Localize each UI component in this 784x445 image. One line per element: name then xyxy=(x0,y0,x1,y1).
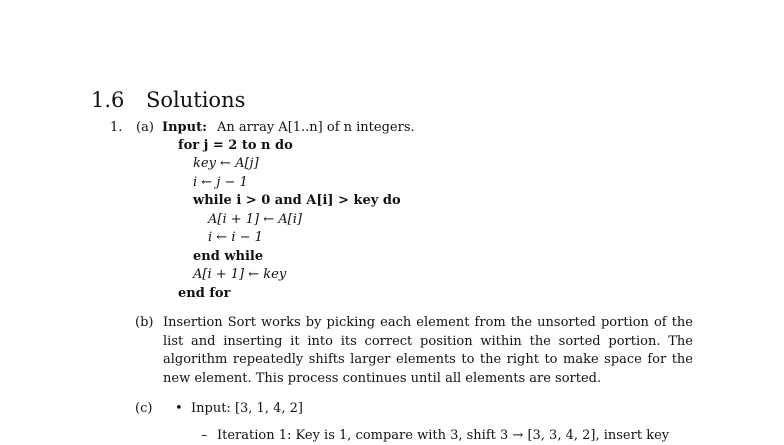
pseudocode-line-insert: A[i + 1] ← key xyxy=(193,267,287,282)
part-c-label: (c) xyxy=(135,401,153,416)
example-input: Input: [3, 1, 4, 2] xyxy=(191,401,303,416)
pseudocode-line-while: while i > 0 and A[i] > key do xyxy=(193,193,401,208)
pseudocode-line-end-while: end while xyxy=(193,249,264,264)
dash-icon: – xyxy=(201,428,208,443)
pseudocode-line-shift: A[i + 1] ← A[i] xyxy=(208,212,302,227)
part-b-explanation: Insertion Sort works by picking each element from the unsorted portion of the list and inserting it into its correct position within the sorted portion. The algorithm repeatedly shifts larger elements to the right to make space for the new element. This process continues until all elements are sorted. xyxy=(163,315,693,386)
pseudocode-line-decrement: i ← i − 1 xyxy=(208,230,263,245)
pseudocode-line-key: key ← A[j] xyxy=(193,156,259,171)
bullet-icon: • xyxy=(175,401,183,416)
section-title: Solutions xyxy=(146,88,246,112)
section-number: 1.6 xyxy=(91,88,125,112)
input-label: Input: xyxy=(162,120,207,135)
pseudocode-line-for: for j = 2 to n do xyxy=(178,138,293,153)
pseudocode-line-i: i ← j − 1 xyxy=(193,175,248,190)
part-b-label: (b) xyxy=(135,315,154,330)
pseudocode-line-end-for: end for xyxy=(178,286,231,301)
input-description: An array A[1..n] of n integers. xyxy=(217,120,415,135)
iteration-1-text: Iteration 1: Key is 1, compare with 3, shift 3 → [3, 3, 4, 2], insert key xyxy=(217,428,670,443)
problem-number: 1. xyxy=(110,120,123,135)
part-a-label: (a) xyxy=(136,120,154,135)
